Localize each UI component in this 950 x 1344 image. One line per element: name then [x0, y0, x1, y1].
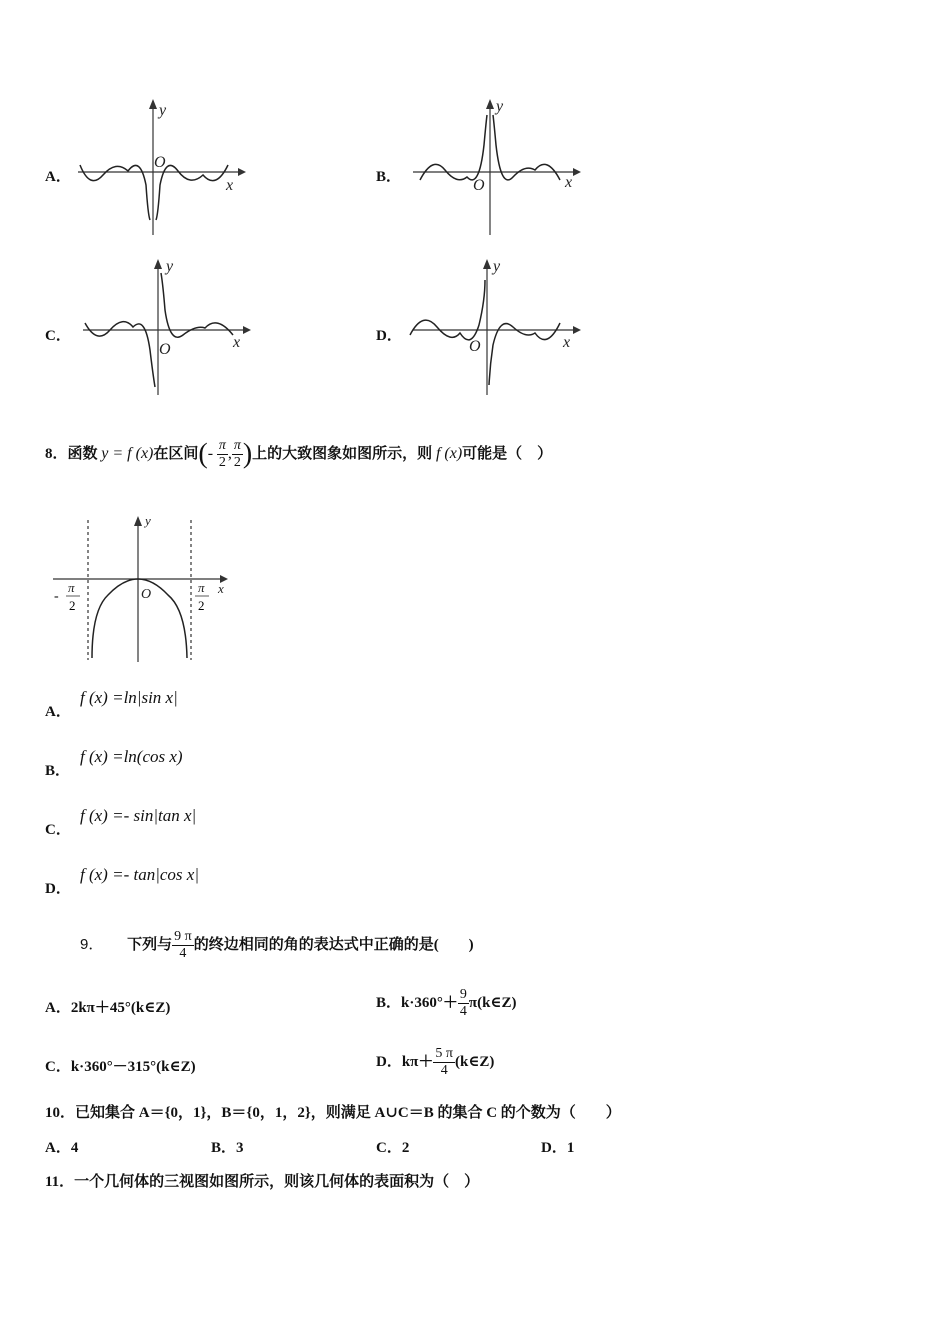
q8-number: 8． — [45, 446, 68, 462]
q9-stem — [80, 920, 474, 970]
q11-stem: 11．一个几何体的三视图如图所示，则该几何体的表面积为（ ） — [45, 1174, 480, 1190]
q10-option-a: A．4 — [45, 1140, 79, 1156]
q8-prefix: 函数 — [67, 446, 98, 462]
q8-pos-pi: π — [198, 580, 205, 595]
q7-option-a-label: A． — [45, 169, 71, 185]
q7-c-x-label: x — [233, 334, 241, 351]
q9-option-b: B．k·360°＋ $\frac{9}{4}$ π(k∈Z) — [376, 987, 517, 1020]
q8-interval-left: $\frac{\pi}{2}$ — [218, 438, 226, 471]
q9-option-c: C．k·360°－315°(k∈Z) — [45, 1059, 196, 1075]
q8-interval-right: $\frac{\pi}{2}$ — [233, 438, 241, 471]
q7-option-b-label: B． — [376, 169, 402, 185]
q9-option-c-text: k·360°－315°(k∈Z) — [70, 1059, 196, 1075]
q9-option-a: A．2kπ＋45°(k∈Z) — [45, 1000, 171, 1016]
q8-neg-two: 2 — [69, 598, 76, 613]
q8-option-b-label: B． — [45, 763, 71, 779]
q7-a-y-label: y — [159, 102, 167, 119]
q10-stem: 10．已知集合 A＝{0，1}，B＝{0，1，2}，则满足 A∪C＝B 的集合 C 的个数为（ ） — [45, 1105, 621, 1121]
q8-mid: 在区间 — [153, 446, 199, 462]
q8-pos-two: 2 — [198, 598, 205, 613]
q8-interval-minus: - — [207, 445, 214, 462]
q8-graph — [48, 510, 238, 670]
q7-b-x-label: x — [565, 174, 573, 191]
q7-graph-b — [405, 95, 585, 240]
q8-option-a-label: A． — [45, 704, 71, 720]
q7-a-origin-label: O — [154, 154, 166, 171]
q8-option-d-formula: f (x) =- tan|cos x| — [80, 865, 199, 884]
q7-b-origin-label: O — [473, 177, 485, 194]
q8-suffix: 上的大致图象如图所示，则 — [252, 446, 433, 462]
q7-option-d-label: D． — [376, 328, 402, 344]
q7-c-origin-label: O — [159, 341, 171, 358]
q8-func: y = f (x) — [101, 445, 154, 462]
q7-b-y-label: y — [496, 98, 504, 115]
q8-option-b-formula: f (x) =ln(cos x) — [80, 747, 183, 766]
q7-graph-c — [75, 255, 255, 400]
q8-option-a-formula: f (x) =ln|sin x| — [80, 688, 178, 707]
q8-neg-pi: π — [68, 580, 75, 595]
q8-origin-label: O — [141, 587, 152, 602]
q7-d-x-label: x — [563, 334, 571, 351]
q8-fx: f (x) — [435, 445, 463, 462]
q10-option-d: D．1 — [541, 1140, 575, 1156]
q9-suffix: 的终边相同的角的表达式中正确的是( ) — [193, 937, 474, 953]
q9-number: 9． — [80, 936, 104, 953]
q8-option-d-label: D． — [45, 881, 71, 897]
q7-d-y-label: y — [493, 258, 501, 275]
q8-y-label: y — [145, 513, 151, 528]
q8-option-c-label: C． — [45, 822, 71, 838]
q8-option-c-formula: f (x) =- sin|tan x| — [80, 806, 197, 825]
q10-option-c: C．2 — [376, 1140, 410, 1156]
q7-a-x-label: x — [226, 177, 234, 194]
q8-x-label: x — [218, 581, 224, 596]
q9-option-b-frac: $\frac{9}{4}$ — [459, 987, 467, 1020]
q7-c-y-label: y — [166, 258, 174, 275]
q8-end: 可能是（ ） — [462, 446, 553, 462]
q7-graph-d — [405, 255, 585, 400]
q8-stem: 8．函数 y = f (x)在区间(- $\frac{\pi}{2}$ , $\frac{\pi}{2}$ )上的大致图象如图所示，则 f (x)可能是（ ） — [45, 438, 553, 471]
q9-option-d: D．kπ＋ $\frac{5 \pi}{4}$ (k∈Z) — [376, 1046, 495, 1079]
q7-graph-a — [70, 95, 250, 240]
q9-option-a-text: 2kπ＋45°(k∈Z) — [70, 1000, 171, 1016]
q8-neg-sign: - — [54, 589, 59, 604]
q10-option-b: B．3 — [211, 1140, 244, 1156]
q7-option-c-label: C． — [45, 328, 71, 344]
q9-fraction: $\frac{9 \pi}{4}$ — [174, 929, 192, 962]
q7-d-origin-label: O — [469, 338, 481, 355]
q9-prefix: 下列与 — [127, 937, 173, 953]
q9-option-d-frac: $\frac{5 \pi}{4}$ — [435, 1046, 453, 1079]
